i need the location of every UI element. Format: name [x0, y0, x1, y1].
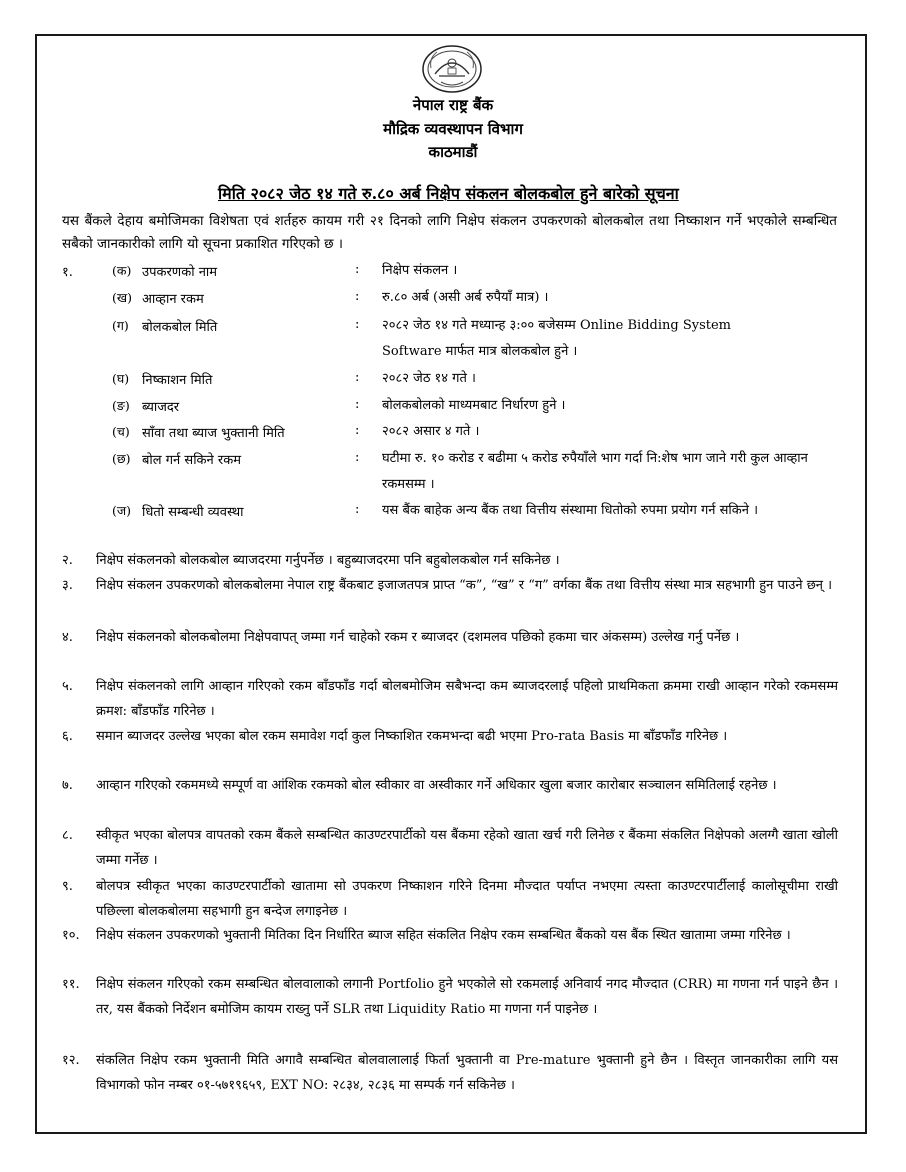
row-sub: (च) — [112, 424, 130, 439]
notice-title: मिति २०८२ जेठ १४ गते रु.८० अर्ब निक्षेप संकलन बोलकबोल हुने बारेको सूचना — [218, 184, 679, 203]
row-label: निष्काशन मिति — [142, 373, 213, 388]
row-label: साँवा तथा ब्याज भुक्तानी मिति — [142, 426, 285, 441]
row-value: २०८२ जेठ १४ गते । — [382, 371, 476, 386]
clause-number: ३. — [62, 578, 73, 593]
row-sub: (ख) — [112, 290, 132, 305]
row-label: बोलकबोल मिति — [142, 320, 218, 335]
clause-text: बोलपत्र स्वीकृत भएका काउण्टरपार्टीको खातामा सो उपकरण निष्काशन गरिने दिनमा मौज्दात पर्याप्त नभएमा त्यस्ता काउण्टरपार्टीलाई कालोसूचीमा राखी पछिल्ला बोलकबोलमा सहभागी हुन बन्देज लगाइनेछ । — [96, 879, 838, 919]
clause-number: ९. — [62, 879, 73, 894]
clause-text: निक्षेप संकलन उपकरणको भुक्तानी मितिका दिन निर्धारित ब्याज सहित संकलित निक्षेप रकम सम्बन्धित बैंकको यस बैंक स्थित खातामा जम्मा गरिनेछ । — [96, 928, 791, 943]
org-name: नेपाल राष्ट्र बैंक — [412, 96, 494, 114]
row-colon: : — [355, 502, 360, 517]
clause-text: निक्षेप संकलनको लागि आव्हान गरिएको रकम बाँडफाँड गर्दा बोलबमोजिम सबैभन्दा कम ब्याजदरलाई पहिलो प्राथमिकता क्रममा राखी आव्हान गरेको रकमसम्म क्रमश: बाँडफाँड गरिनेछ । — [96, 679, 838, 719]
clause-text: आव्हान गरिएको रकममध्ये सम्पूर्ण वा आंशिक रकमको बोल स्वीकार वा अस्वीकार गर्ने अधिकार खुला बजार कारोबार सञ्चालन समितिलाई रहनेछ । — [96, 778, 777, 793]
clause-number: ११. — [62, 977, 80, 992]
row-colon: : — [355, 450, 360, 465]
row-value: २०८२ जेठ १४ गते मध्यान्ह ३:०० बजेसम्म Online Bidding System Software मार्फत मात्र बोलकबोल हुने । — [382, 318, 732, 359]
row-value: निक्षेप संकलन । — [382, 263, 458, 278]
row-label: बोल गर्न सकिने रकम — [142, 453, 241, 468]
row-label: आव्हान रकम — [142, 292, 204, 307]
row-colon: : — [355, 397, 360, 412]
clause-text: निक्षेप संकलनको बोलकबोलमा निक्षेपवापत् जम्मा गर्न चाहेको रकम र ब्याजदर (दशमलव पछिको हकमा चार अंकसम्म) उल्लेख गर्नु पर्नेछ । — [96, 630, 740, 645]
clause-text: निक्षेप संकलनको बोलकबोल ब्याजदरमा गर्नुपर्नेछ । बहुब्याजदरमा पनि बहुबोलकबोल गर्न सकिनेछ । — [96, 553, 560, 568]
intro-paragraph: यस बैंकले देहाय बमोजिमका विशेषता एवं शर्तहरु कायम गरी २१ दिनको लागि निक्षेप संकलन उपकरणको बोलकबोल तथा निष्काशन गर्ने भएकोले सम्बन्धित सबैको जानकारीको लागि यो सूचना प्रकाशित गरिएको छ । — [62, 213, 837, 252]
clause-text: समान ब्याजदर उल्लेख भएका बोल रकम समावेश गर्दा कुल निष्काशित रकमभन्दा बढी भएमा Pro-rata Basis मा बाँडफाँड गरिनेछ । — [96, 729, 728, 744]
clause-number: ५. — [62, 679, 73, 694]
department-name: मौद्रिक व्यवस्थापन विभाग — [383, 120, 523, 138]
row-value: घटीमा रु. १० करोड र बढीमा ५ करोड रुपैयाँले भाग गर्दा नि:शेष भाग जाने गरी कुल आव्हान रकमसम्म । — [382, 451, 808, 492]
clause-number: ८. — [62, 828, 73, 843]
row-sub: (ङ) — [112, 398, 130, 413]
clause-number: ७. — [62, 778, 73, 793]
clause-number: १०. — [62, 928, 80, 943]
row-value: बोलकबोलको माध्यमबाट निर्धारण हुने । — [382, 398, 566, 413]
row-sub: (छ) — [112, 451, 131, 466]
clause-text: निक्षेप संकलन उपकरणको बोलकबोलमा नेपाल राष्ट्र बैंकबाट इजाजतपत्र प्राप्त “क”, “ख” र “ग” वर्गका बैंक तथा वित्तीय संस्था मात्र सहभागी हुन पाउने छन् । — [96, 578, 833, 593]
row-colon: : — [355, 423, 360, 438]
city-name: काठमाडौं — [428, 143, 478, 161]
row-colon: : — [355, 262, 360, 277]
row-colon: : — [355, 289, 360, 304]
clause-text: निक्षेप संकलन गरिएको रकम सम्बन्धित बोलवालाको लगानी Portfolio हुने भएकोले सो रकमलाई अनिवार्य नगद मौज्दात (CRR) मा गणना गर्न पाइने छैन । तर, यस बैंकको निर्देशन बमोजिम कायम राख्नु पर्ने SLR तथा Liquidity Ratio मा गणना गर्न पाइनेछ । — [96, 977, 838, 1017]
row-sub: (ज) — [112, 503, 132, 518]
clause-text: संकलित निक्षेप रकम भुक्तानी मिति अगावै सम्बन्धित बोलवालालाई फिर्ता भुक्तानी वा Pre-mature भुक्तानी हुने छैन । विस्तृत जानकारीका लागि यस विभागको फोन नम्बर ०१-५७१९६५९, EXT NO: २८३४, २८३६ मा सम्पर्क गर्न सकिनेछ । — [96, 1053, 838, 1093]
item-number: १. — [62, 265, 73, 280]
row-sub: (घ) — [112, 371, 130, 386]
clause-number: ६. — [62, 729, 73, 744]
nepal-rastra-bank-emblem-icon — [421, 44, 483, 94]
clause-number: ४. — [62, 630, 73, 645]
clause-text: स्वीकृत भएका बोलपत्र वापतको रकम बैंकले सम्बन्धित काउण्टरपार्टीको यस बैंकमा रहेको खाता खर्च गरी लिनेछ र बैंकमा संकलित निक्षेपको अलग्गै खाता खोली जम्मा गर्नेछ । — [96, 828, 838, 868]
row-colon: : — [355, 370, 360, 385]
row-sub: (ग) — [112, 318, 129, 333]
row-value: यस बैंक बाहेक अन्य बैंक तथा वित्तीय संस्थामा धितोको रुपमा प्रयोग गर्न सकिने । — [382, 503, 759, 518]
row-label: ब्याजदर — [142, 400, 180, 415]
row-sub: (क) — [112, 263, 132, 278]
row-label: उपकरणको नाम — [142, 265, 218, 280]
clause-number: १२. — [62, 1053, 80, 1068]
row-value: रु.८० अर्ब (असी अर्ब रुपैयाँ मात्र) । — [382, 290, 549, 305]
row-colon: : — [355, 317, 360, 332]
clause-number: २. — [62, 553, 73, 568]
row-label: धितो सम्बन्धी व्यवस्था — [142, 505, 244, 520]
row-value: २०८२ असार ४ गते । — [382, 424, 480, 439]
